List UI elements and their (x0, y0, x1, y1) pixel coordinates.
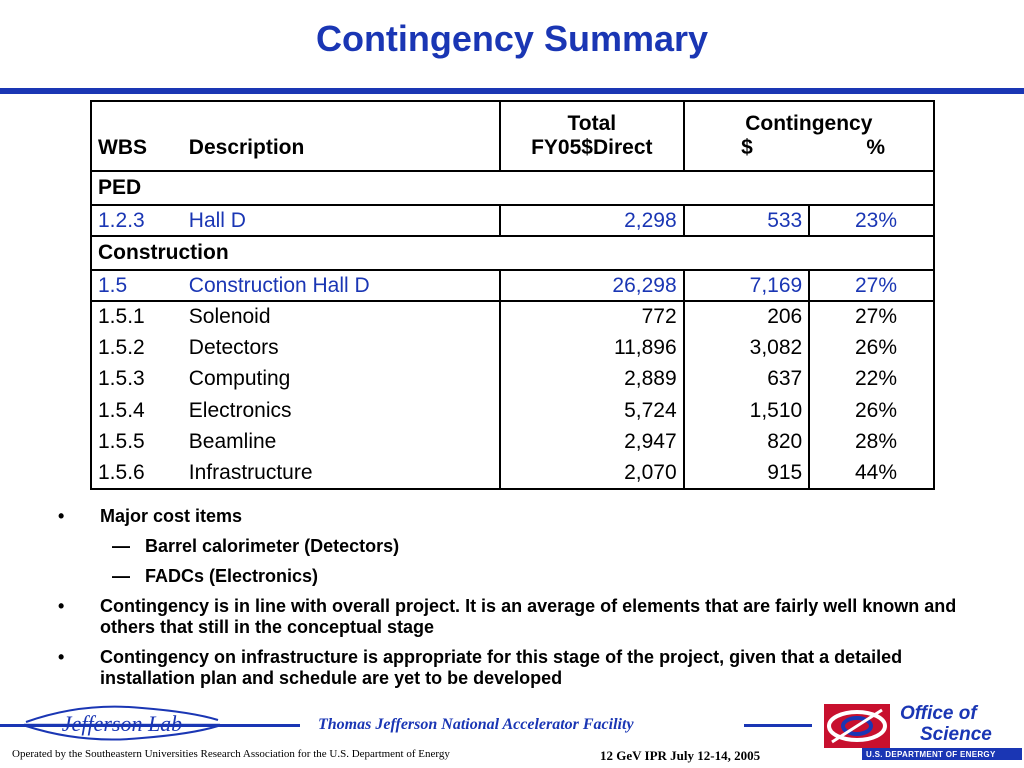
cell-usd: 533 (684, 205, 810, 236)
cell-usd: 3,082 (684, 332, 810, 363)
header-wbs-spacer (91, 101, 183, 136)
cell-total: 2,070 (500, 458, 684, 489)
header-fy05-direct: FY05$Direct (500, 136, 684, 171)
cell-total: 2,947 (500, 427, 684, 458)
sub-bullet-text: FADCs (Electronics) (145, 566, 319, 586)
bullet-dot-icon: • (58, 506, 65, 526)
section-row (91, 236, 934, 270)
cell-description: Computing (188, 367, 291, 391)
header-contingency: Contingency (684, 101, 934, 136)
section-row (91, 171, 934, 205)
title-divider (0, 88, 1024, 94)
cell-pct: 23% (809, 205, 934, 236)
cell-description: Construction Hall D (183, 270, 500, 301)
cell-pct: 44% (809, 458, 934, 489)
table-header-row (91, 101, 934, 136)
bullet-dot-icon: • (58, 647, 65, 667)
section-label: Construction (91, 236, 934, 270)
bullet-text: Contingency is in line with overall project. It is an average of elements that are fairly well known and others that still in the conceptual stage (100, 596, 957, 637)
cell-total: 5,724 (500, 395, 684, 426)
cell-wbs: 1.5.3 (98, 367, 145, 391)
table-row (91, 332, 934, 363)
operated-by-text: Operated by the Southeastern Universities Research Association for the U.S. Department of Energy (12, 748, 450, 760)
sub-bullet-item (58, 566, 978, 587)
table-header-row (91, 136, 934, 171)
cell-wbs: 1.5.1 (98, 305, 145, 329)
table-row (91, 458, 934, 489)
cell-description: Beamline (188, 430, 277, 454)
table-row (91, 395, 934, 426)
cell-usd: 7,169 (684, 270, 810, 301)
cell-usd: 1,510 (684, 395, 810, 426)
page-title: Contingency Summary (315, 18, 709, 59)
cell-usd: 637 (684, 364, 810, 395)
cell-wbs: 1.5.4 (98, 398, 145, 422)
doe-logo-line1: Office of (900, 703, 977, 724)
table-row (91, 427, 934, 458)
summary-row (91, 270, 934, 301)
cell-total: 2,298 (500, 205, 684, 236)
cell-pct: 27% (809, 270, 934, 301)
cell-wbs: 1.5 (91, 270, 183, 301)
sub-bullet-text: Barrel calorimeter (Detectors) (145, 536, 400, 556)
cell-total: 772 (500, 301, 684, 332)
dash-icon: — (112, 566, 130, 586)
footer-divider-right (744, 724, 812, 727)
jefferson-lab-logo-icon (22, 700, 222, 746)
table-row (91, 301, 934, 332)
bullet-list (58, 506, 978, 698)
cell-usd: 206 (684, 301, 810, 332)
bullet-text: Major cost items (100, 506, 243, 526)
cell-pct: 26% (809, 332, 934, 363)
cell-wbs: 1.2.3 (91, 205, 183, 236)
sub-bullet-item (58, 536, 978, 557)
cell-wbs: 1.5.6 (98, 461, 145, 485)
header-description: Description (188, 136, 305, 159)
cell-wbs: 1.5.2 (98, 336, 145, 360)
cell-pct: 26% (809, 395, 934, 426)
cell-total: 26,298 (500, 270, 684, 301)
bullet-item (58, 647, 978, 689)
facility-name: Thomas Jefferson National Accelerator Facility (318, 716, 634, 733)
dash-icon: — (112, 536, 130, 556)
header-pct: % (866, 136, 885, 159)
table-row (91, 364, 934, 395)
cell-usd: 915 (684, 458, 810, 489)
cell-usd: 820 (684, 427, 810, 458)
bullet-dot-icon: • (58, 596, 65, 616)
cell-description: Infrastructure (188, 461, 313, 485)
header-wbs: WBS (98, 136, 147, 159)
bullet-item (58, 506, 978, 527)
header-usd: $ (684, 136, 810, 171)
summary-row (91, 205, 934, 236)
cell-pct: 22% (809, 364, 934, 395)
header-total: Total (500, 101, 684, 136)
cell-pct: 28% (809, 427, 934, 458)
bullet-text: Contingency on infrastructure is appropriate for this stage of the project, given that a detailed installation plan and schedule are yet to be developed (100, 647, 903, 688)
doe-logo-line2: Science (920, 724, 992, 745)
cell-total: 2,889 (500, 364, 684, 395)
doe-logo-line3: U.S. DEPARTMENT OF ENERGY (866, 750, 996, 759)
cell-pct: 27% (809, 301, 934, 332)
cell-description: Electronics (188, 398, 292, 422)
header-desc-spacer (183, 101, 500, 136)
cell-total: 11,896 (500, 332, 684, 363)
footer-divider-left (0, 724, 300, 727)
bullet-item (58, 596, 978, 638)
cell-description: Detectors (188, 336, 279, 360)
event-date: 12 GeV IPR July 12-14, 2005 (600, 748, 761, 763)
cell-description: Solenoid (188, 305, 271, 329)
cell-description: Hall D (183, 205, 500, 236)
cell-wbs: 1.5.5 (98, 430, 145, 454)
contingency-table (90, 100, 935, 490)
section-label: PED (91, 171, 934, 205)
